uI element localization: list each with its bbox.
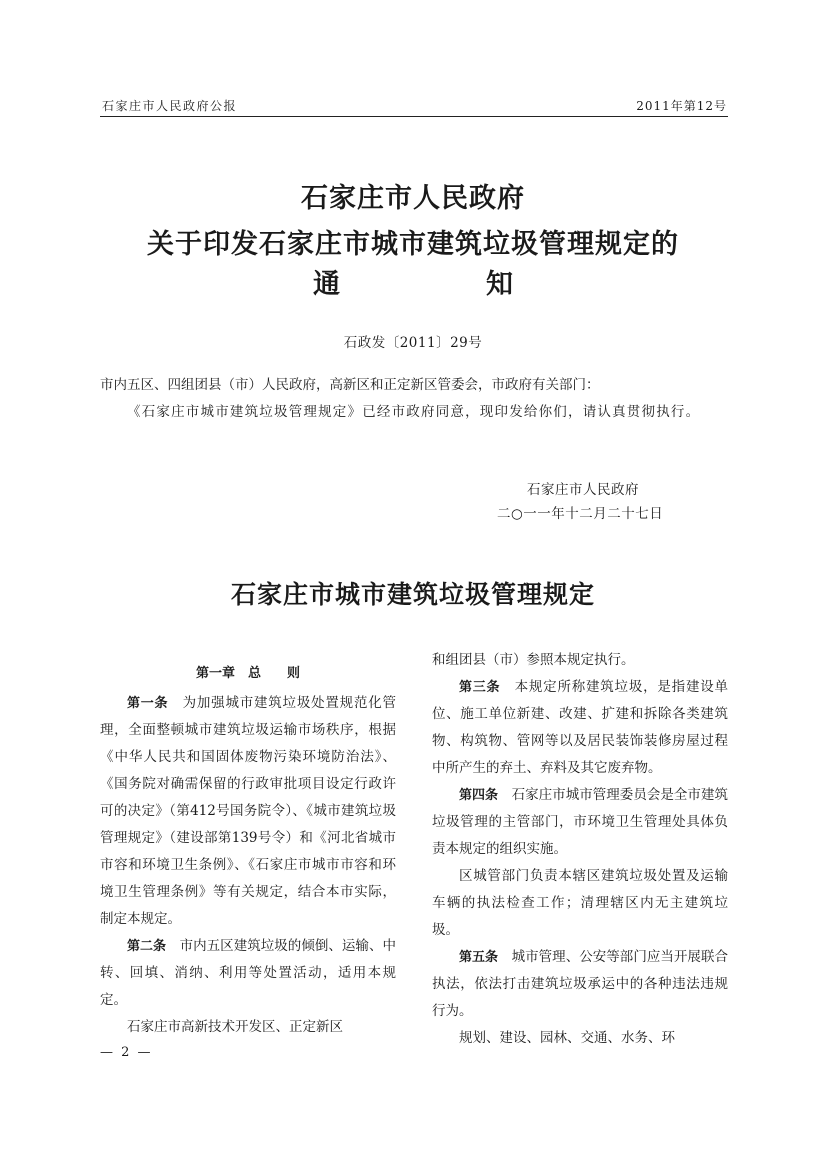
- running-header-publication: 石家庄市人民政府公报: [102, 99, 238, 113]
- continued-paragraph: 和组团县（市）参照本规定执行。: [432, 652, 635, 668]
- right-column: [432, 647, 728, 1052]
- article-4: [432, 782, 728, 863]
- notice-title-line2: 关于印发石家庄市城市建筑垃圾管理规定的: [147, 229, 679, 260]
- article-3-text: 本规定所称建筑垃圾，是指建设单位、施工单位新建、改建、扩建和拆除各类建筑物、构筑物、管网等以及居民装饰装修房屋过程中所产生的弃土、弃料及其它废弃物。: [432, 679, 728, 776]
- article-5: [432, 944, 728, 1025]
- article-4-label: 第四条: [459, 788, 499, 803]
- notice-title-line3-b: 知: [486, 269, 513, 300]
- notice-title-line1: 石家庄市人民政府: [301, 183, 525, 214]
- article-2-paragraph: 石家庄市高新技术开发区、正定新区: [127, 1019, 343, 1035]
- article-3: [432, 674, 728, 782]
- chapter-heading: 第一章 总 则: [195, 666, 300, 681]
- article-5-paragraph: 规划、建设、园林、交通、水务、环: [459, 1030, 675, 1046]
- article-5-text: 城市管理、公安等部门应当开展联合执法，依法打击建筑垃圾承运中的各种违法违规行为。: [432, 949, 728, 1019]
- article-5-label: 第五条: [459, 950, 499, 965]
- article-3-label: 第三条: [459, 680, 501, 695]
- article-2-text: 市内五区建筑垃圾的倾倒、运输、中转、回填、消纳、利用等处置活动，适用本规定。: [100, 938, 396, 1008]
- article-1-text: 为加强城市建筑垃圾处置规范化管理，全面整顿城市建筑垃圾运输市场秩序，根据《中华人民共和国固体废物污染环境防治法》、《国务院对确需保留的行政审批项目设定行政许可的决定》（第412号国务院令）、《城市建筑垃圾管理规定》（建设部第139号令）和《河北省城市市容和环境卫生条例》、《石家庄市城市市容和环境卫生管理条例》等有关规定，结合本市实际，制定本规定。: [100, 695, 396, 927]
- regulation-title: 石家庄市城市建筑垃圾管理规定: [230, 580, 595, 609]
- article-2: [100, 933, 396, 1014]
- notice-date: 二○一一年十二月二十七日: [497, 506, 664, 522]
- article-1-label: 第一条: [127, 696, 169, 711]
- header-rule: [100, 116, 728, 117]
- notice-body: 《石家庄市城市建筑垃圾管理规定》已经市政府同意，现印发给你们，请认真贯彻执行。: [127, 404, 701, 420]
- document-number: 石政发〔2011〕29号: [343, 335, 483, 351]
- page-number: — 2 —: [100, 1045, 153, 1060]
- article-4-paragraph: 区城管部门负责本辖区建筑垃圾处置及运输车辆的执法检查工作；清理辖区内无主建筑垃圾。: [432, 868, 728, 938]
- notice-signer: 石家庄市人民政府: [527, 482, 639, 498]
- article-1: [100, 690, 396, 933]
- article-2-label: 第二条: [127, 939, 167, 954]
- notice-addressee: 市内五区、四组团县（市）人民政府，高新区和正定新区管委会，市政府有关部门：: [100, 377, 600, 393]
- notice-title-line3-a: 通: [313, 269, 340, 300]
- left-column: [100, 690, 396, 1041]
- running-header-issue: 2011年第12号: [636, 99, 727, 113]
- article-4-text: 石家庄市城市管理委员会是全市建筑垃圾管理的主管部门，市环境卫生管理处具体负责本规定的组织实施。: [432, 787, 728, 857]
